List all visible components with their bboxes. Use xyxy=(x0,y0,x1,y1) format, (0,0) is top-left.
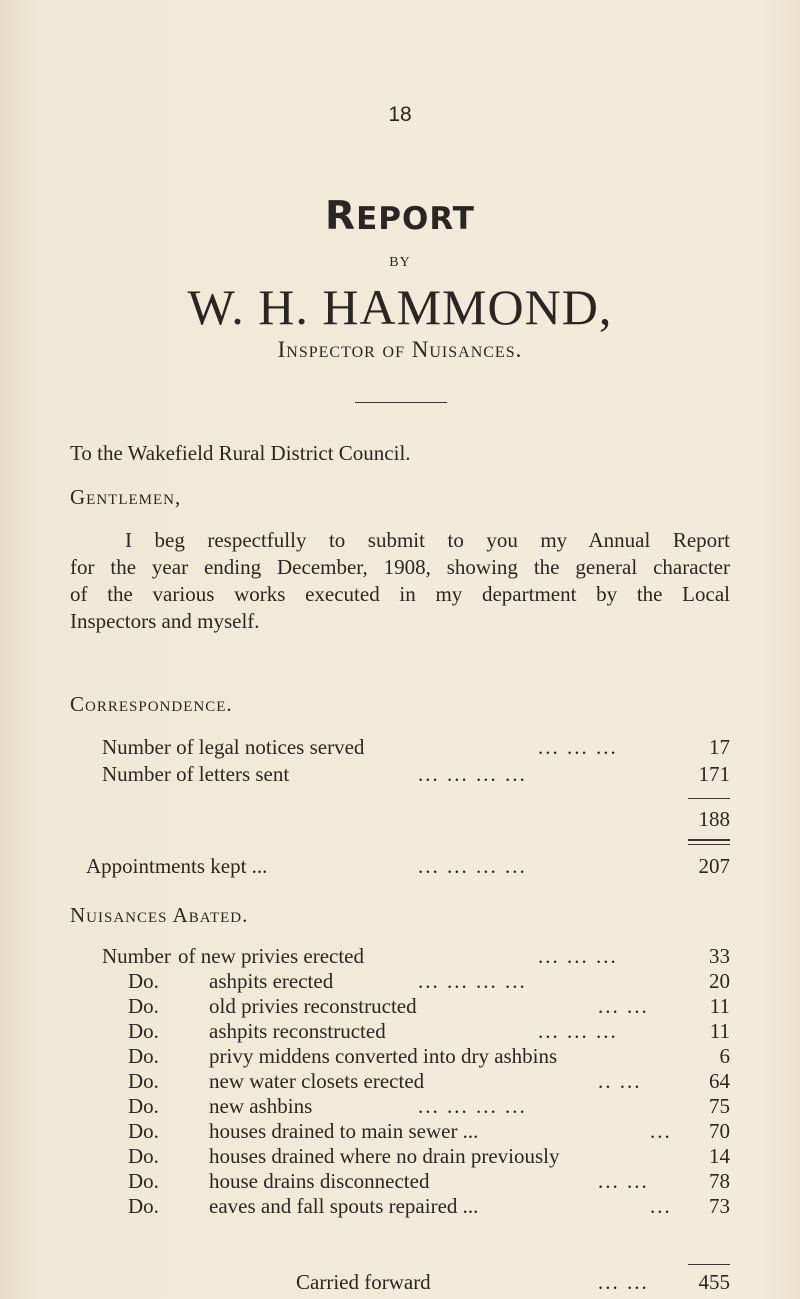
table-row xyxy=(0,762,800,788)
table-row xyxy=(0,1094,800,1118)
table-row xyxy=(0,854,800,880)
row-value: 11 xyxy=(709,1019,730,1043)
row-leader: ... xyxy=(650,1194,672,1218)
nuisances-heading: Nuisances Abated. xyxy=(70,903,249,927)
row-value: 64 xyxy=(709,1069,730,1093)
row-label: Number of legal notices served xyxy=(102,735,365,759)
row-leader: ... ... xyxy=(598,994,649,1018)
table-row xyxy=(0,994,800,1018)
row-leader: ... ... ... ... xyxy=(418,762,527,786)
row-label: of new privies erected xyxy=(178,944,364,968)
table-row xyxy=(0,1119,800,1143)
row-prefix: Do. xyxy=(128,969,159,993)
row-value: 20 xyxy=(709,969,730,993)
addressee: To the Wakefield Rural District Council. xyxy=(70,441,411,465)
row-label: house drains disconnected xyxy=(209,1169,430,1193)
row-prefix: Do. xyxy=(128,1094,159,1118)
row-value: 73 xyxy=(709,1194,730,1218)
table-row xyxy=(0,969,800,993)
row-label: Number of letters sent xyxy=(102,762,290,786)
row-prefix: Do. xyxy=(128,1019,159,1043)
row-value: 207 xyxy=(698,854,730,878)
intro-line: for the year ending December, 1908, showing the general character xyxy=(70,555,730,579)
author-name: W. H. HAMMOND, xyxy=(187,279,613,335)
row-leader: ... ... ... xyxy=(538,944,618,968)
total-double-rule xyxy=(688,839,730,845)
report-title xyxy=(0,194,800,239)
row-label: privy middens converted into dry ashbins xyxy=(209,1044,558,1068)
correspondence-total: 188 xyxy=(698,807,730,831)
author-role: Inspector of Nuisances. xyxy=(277,337,523,362)
row-label: ashpits erected xyxy=(209,969,334,993)
row-prefix: Do. xyxy=(128,1044,159,1068)
table-row xyxy=(0,1144,800,1168)
row-prefix: Do. xyxy=(128,1069,159,1093)
row-value: 14 xyxy=(709,1144,730,1168)
by-label: BY xyxy=(389,255,411,270)
subtotal-rule xyxy=(688,798,730,799)
intro-line: I beg respectfully to submit to you my Annual Report xyxy=(125,528,730,552)
row-label: houses drained where no drain previously xyxy=(209,1144,560,1168)
row-label: houses drained to main sewer ... xyxy=(209,1119,479,1143)
row-leader: ... xyxy=(650,1119,672,1143)
row-value: 171 xyxy=(698,762,730,786)
table-row xyxy=(0,1194,800,1218)
row-label: new ashbins xyxy=(209,1094,313,1118)
table-row xyxy=(0,944,800,968)
carried-forward-rule xyxy=(688,1264,730,1265)
row-leader: .. ... xyxy=(598,1069,642,1093)
row-label: new water closets erected xyxy=(209,1069,425,1093)
table-row xyxy=(0,807,800,833)
row-prefix: Do. xyxy=(128,1119,159,1143)
row-value: 6 xyxy=(719,1044,730,1068)
row-label: eaves and fall spouts repaired ... xyxy=(209,1194,479,1218)
title-divider xyxy=(355,402,447,403)
row-value: 70 xyxy=(709,1119,730,1143)
row-prefix: Do. xyxy=(128,1169,159,1193)
row-prefix: Number xyxy=(102,944,171,968)
table-row xyxy=(0,1069,800,1093)
table-row xyxy=(0,735,800,761)
intro-line: of the various works executed in my department by the Local xyxy=(70,582,730,606)
row-value: 75 xyxy=(709,1094,730,1118)
row-leader: ... ... ... xyxy=(538,1019,618,1043)
row-leader: ... ... xyxy=(598,1169,649,1193)
row-leader: ... ... ... ... xyxy=(418,969,527,993)
row-label: ashpits reconstructed xyxy=(209,1019,386,1043)
row-value: 33 xyxy=(709,944,730,968)
carried-forward-value: 455 xyxy=(698,1270,730,1294)
table-row xyxy=(0,1044,800,1068)
salutation: Gentlemen, xyxy=(70,485,182,509)
correspondence-heading: Correspondence. xyxy=(70,692,233,716)
table-row xyxy=(0,1019,800,1043)
report-title-initial: R xyxy=(325,194,357,239)
carried-forward-label: Carried forward xyxy=(296,1270,431,1294)
row-label: old privies reconstructed xyxy=(209,994,417,1018)
row-leader: ... ... xyxy=(598,1270,649,1294)
row-prefix: Do. xyxy=(128,1144,159,1168)
row-label: Appointments kept ... xyxy=(86,854,268,878)
report-title-rest: EPORT xyxy=(356,201,475,237)
page-number: 18 xyxy=(388,103,412,126)
row-value: 11 xyxy=(709,994,730,1018)
row-prefix: Do. xyxy=(128,1194,159,1218)
row-leader: ... ... ... ... xyxy=(418,854,527,878)
row-leader: ... ... ... ... xyxy=(418,1094,527,1118)
row-value: 17 xyxy=(709,735,730,759)
intro-paragraph xyxy=(70,527,730,635)
table-row xyxy=(0,1270,800,1296)
intro-line: Inspectors and myself. xyxy=(70,609,260,633)
table-row xyxy=(0,1169,800,1193)
row-leader: ... ... ... xyxy=(538,735,618,759)
row-value: 78 xyxy=(709,1169,730,1193)
row-prefix: Do. xyxy=(128,994,159,1018)
